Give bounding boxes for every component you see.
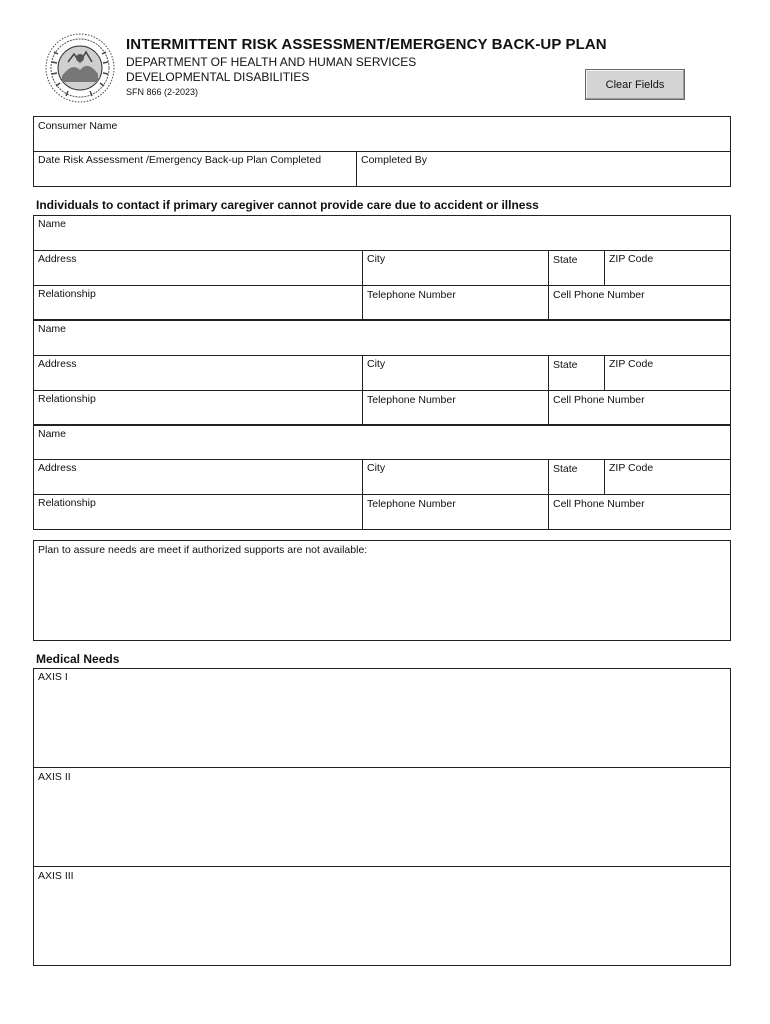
contact-2-cell-field[interactable] [549, 406, 730, 424]
city-label: City [367, 253, 386, 265]
consumer-name-field[interactable] [34, 133, 730, 150]
divider [33, 250, 731, 251]
contact-1-relationship-field[interactable] [34, 301, 361, 319]
state-label: State [553, 359, 578, 371]
contact-2-address-field[interactable] [34, 371, 361, 389]
axis-1-text-area[interactable] [34, 685, 730, 766]
divider [33, 355, 731, 356]
telephone-label: Telephone Number [367, 498, 456, 510]
form-number: SFN 866 (2-2023) [126, 87, 199, 97]
divider [33, 767, 731, 768]
contact-2-state-field[interactable] [549, 371, 603, 389]
city-label: City [367, 358, 386, 370]
zip-label: ZIP Code [609, 253, 654, 265]
contact-1-city-field[interactable] [363, 266, 547, 284]
contact-1-name-field[interactable] [34, 231, 730, 249]
completed-by-field[interactable] [357, 168, 730, 186]
divider [33, 866, 731, 867]
axis-2-label: AXIS II [38, 771, 71, 783]
plan-text-area[interactable] [34, 558, 730, 640]
cell-phone-label: Cell Phone Number [553, 498, 645, 510]
department-name: DEPARTMENT OF HEALTH AND HUMAN SERVICES [126, 55, 417, 69]
relationship-label: Relationship [38, 393, 96, 405]
axis-1-label: AXIS I [38, 671, 68, 683]
axis-2-text-area[interactable] [34, 784, 730, 865]
plan-label: Plan to assure needs are meet if authorized supports are not available: [38, 544, 368, 556]
contact-3-cell-field[interactable] [549, 510, 730, 529]
divider [33, 390, 731, 391]
cell-phone-label: Cell Phone Number [553, 394, 645, 406]
address-label: Address [38, 462, 77, 474]
contact-2-city-field[interactable] [363, 371, 547, 389]
contact-1-cell-field[interactable] [549, 301, 730, 319]
address-label: Address [38, 358, 77, 370]
cell-phone-label: Cell Phone Number [553, 289, 645, 301]
contact-1-telephone-field[interactable] [363, 301, 547, 319]
date-completed-field[interactable] [34, 168, 355, 186]
state-label: State [553, 463, 578, 475]
relationship-label: Relationship [38, 288, 96, 300]
zip-label: ZIP Code [609, 358, 654, 370]
telephone-label: Telephone Number [367, 289, 456, 301]
contact-2-telephone-field[interactable] [363, 406, 547, 424]
contact-3-zip-field[interactable] [605, 475, 730, 493]
divider [33, 151, 731, 152]
state-seal-logo [44, 32, 116, 104]
contact-3-address-field[interactable] [34, 475, 361, 493]
telephone-label: Telephone Number [367, 394, 456, 406]
contact-2-zip-field[interactable] [605, 371, 730, 389]
contact-3-relationship-field[interactable] [34, 510, 361, 529]
date-completed-label: Date Risk Assessment /Emergency Back-up Plan Completed [38, 154, 322, 166]
address-label: Address [38, 253, 77, 265]
clear-fields-button[interactable]: Clear Fields [585, 69, 685, 100]
division-name: DEVELOPMENTAL DISABILITIES [126, 70, 310, 84]
city-label: City [367, 462, 386, 474]
medical-needs-heading: Medical Needs [36, 652, 120, 666]
contact-2-name-field[interactable] [34, 336, 730, 354]
form-title: INTERMITTENT RISK ASSESSMENT/EMERGENCY BACK-UP PLAN [126, 36, 607, 53]
contacts-heading: Individuals to contact if primary caregiver cannot provide care due to accident or illness [36, 198, 539, 212]
contact-2-relationship-field[interactable] [34, 406, 361, 424]
contact-3-telephone-field[interactable] [363, 510, 547, 529]
contact-3-city-field[interactable] [363, 475, 547, 493]
relationship-label: Relationship [38, 497, 96, 509]
contact-1-address-field[interactable] [34, 266, 361, 284]
contact-1-state-field[interactable] [549, 266, 603, 284]
axis-3-text-area[interactable] [34, 883, 730, 965]
name-label: Name [38, 428, 67, 440]
completed-by-label: Completed By [361, 154, 427, 166]
contact-3-state-field[interactable] [549, 475, 603, 493]
name-label: Name [38, 218, 67, 230]
contact-3-name-field[interactable] [34, 441, 730, 458]
divider [33, 285, 731, 286]
name-label: Name [38, 323, 67, 335]
zip-label: ZIP Code [609, 462, 654, 474]
contact-1-zip-field[interactable] [605, 266, 730, 284]
divider [33, 494, 731, 495]
consumer-name-label: Consumer Name [38, 120, 118, 132]
axis-3-label: AXIS III [38, 870, 74, 882]
state-label: State [553, 254, 578, 266]
divider [33, 459, 731, 460]
